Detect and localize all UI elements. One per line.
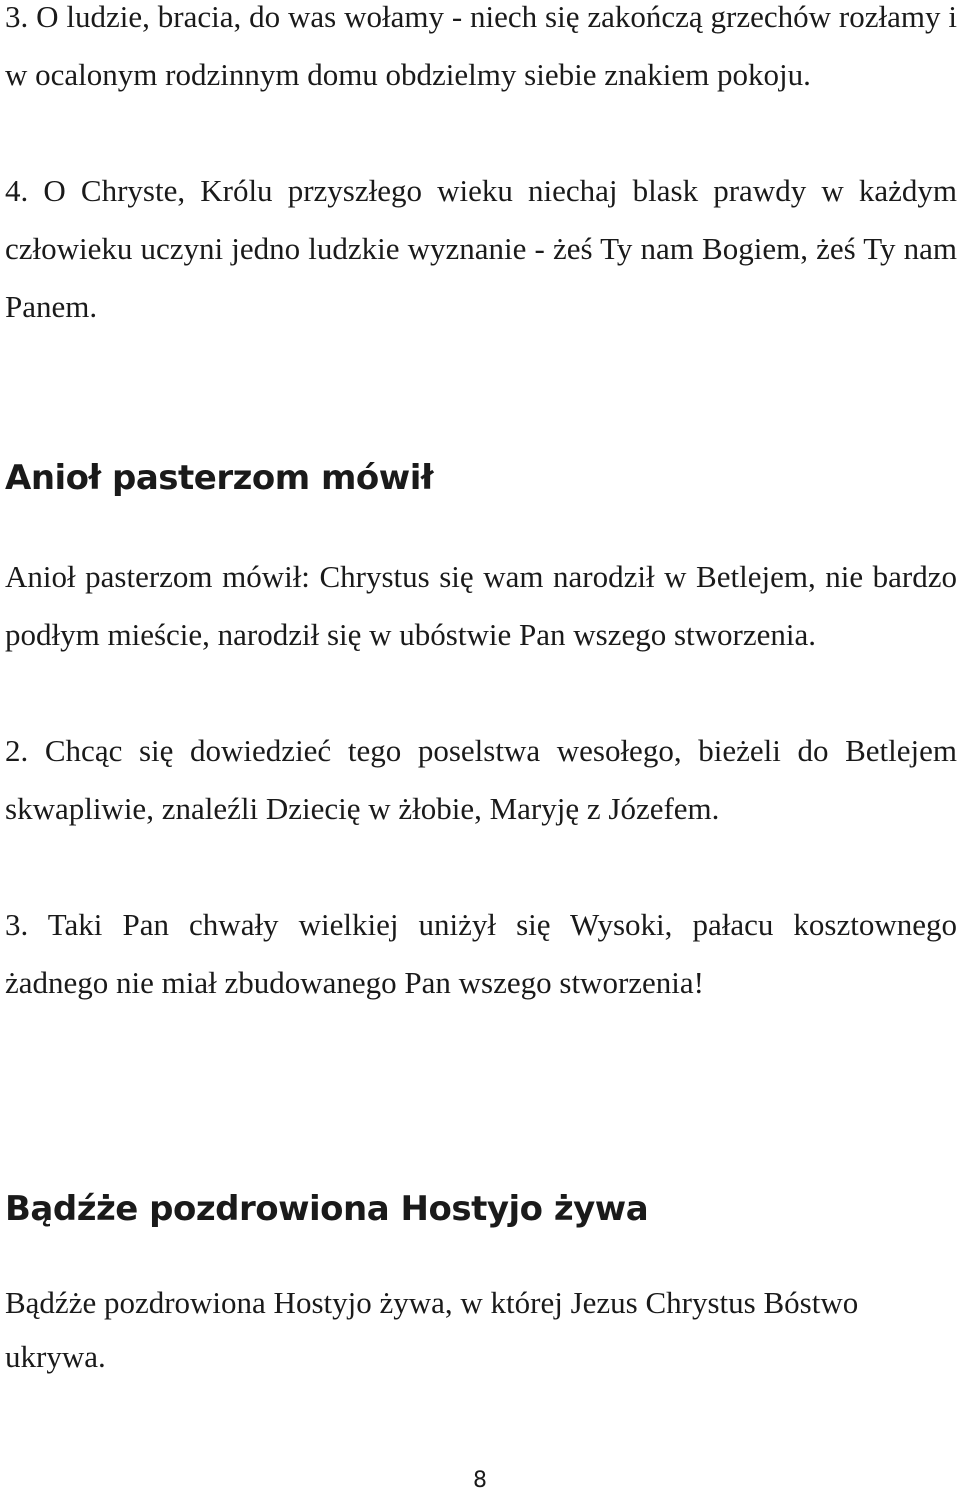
song-title-aniol: Anioł pasterzom mówił [5, 458, 433, 498]
badzze-verse-1: Bądźże pozdrowiona Hostyjo żywa, w której Jezus Chrystus Bóstwo ukrywa. [5, 1285, 859, 1374]
song-title-badzze: Bądźże pozdrowiona Hostyjo żywa [5, 1189, 649, 1229]
previous-song-verse-3: 3. O ludzie, bracia, do was wołamy - niech się zakończą grzechów rozłamy i w ocalonym rodzinnym domu obdzielmy siebie znakiem pokoju. [5, 0, 957, 92]
aniol-verse-2: 2. Chcąc się dowiedzieć tego poselstwa wesołego, bieżeli do Betlejem skwapliwie, znaleźli Dziecię w żłobie, Maryję z Józefem. [5, 733, 957, 826]
previous-song-verse-4: 4. O Chryste, Królu przyszłego wieku niechaj blask prawdy w każdym człowieku uczyni jedno ludzkie wyznanie - żeś Ty nam Bogiem, żeś Ty nam Panem. [5, 173, 957, 324]
aniol-verse-3: 3. Taki Pan chwały wielkiej uniżył się Wysoki, pałacu kosztownego żadnego nie miał zbudowanego Pan wszego stworzenia! [5, 907, 957, 1000]
page-number: 8 [473, 1468, 487, 1493]
aniol-verse-1: Anioł pasterzom mówił: Chrystus się wam narodził w Betlejem, nie bardzo podłym mieście, narodził się w ubóstwie Pan wszego stworzenia. [5, 559, 957, 652]
